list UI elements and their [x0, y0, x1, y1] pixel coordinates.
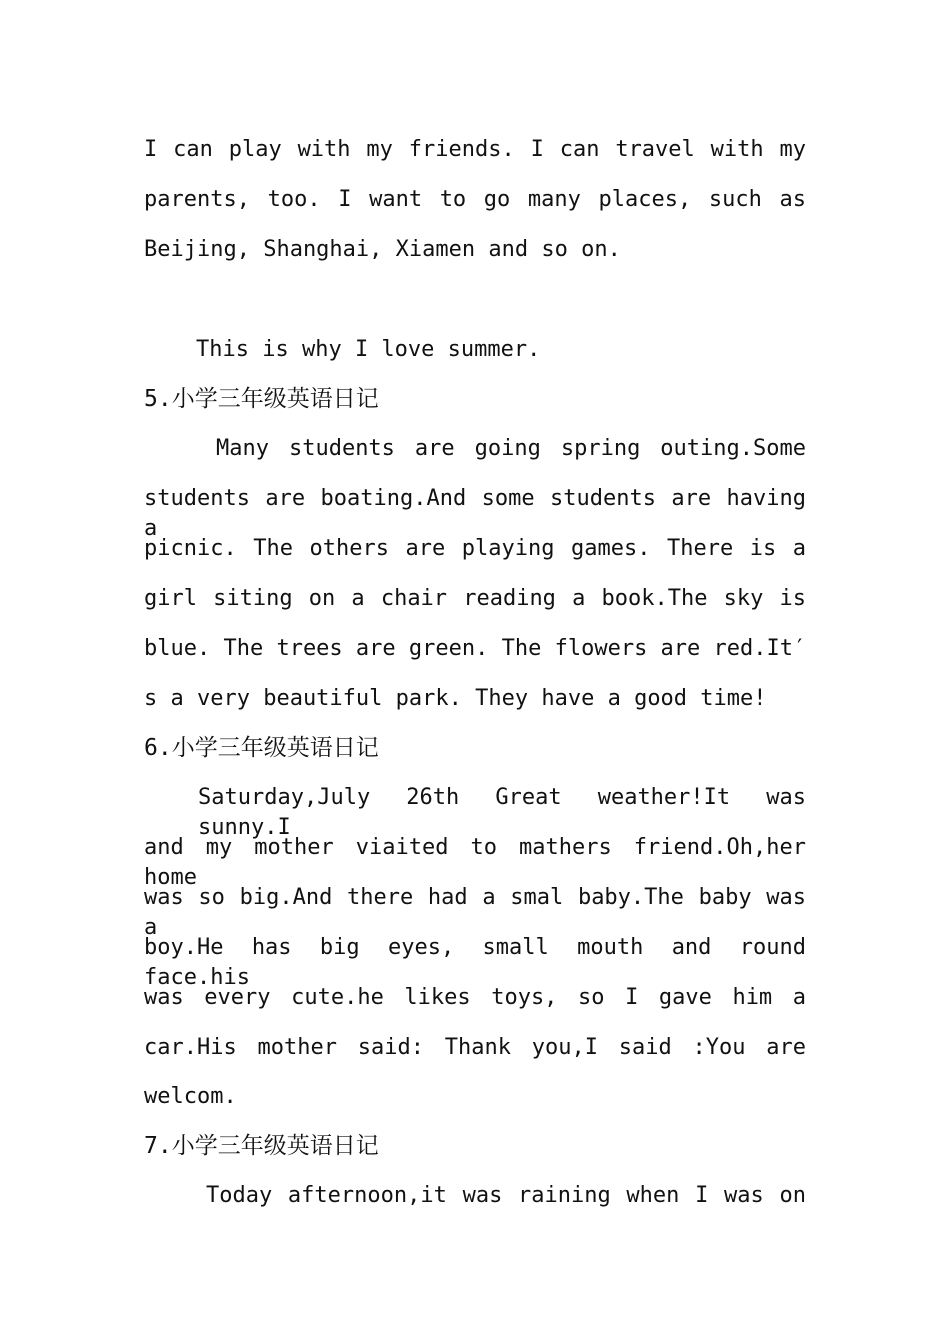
paragraph-line: Beijing, Shanghai, Xiamen and so on. [144, 237, 621, 262]
paragraph-line: welcom. [144, 1084, 237, 1109]
paragraph-line: was so big.And there had a smal baby.The baby was a [144, 885, 806, 940]
paragraph-line: picnic. The others are playing games. There is a [144, 536, 806, 561]
section-heading: 6.小学三年级英语日记 [144, 735, 379, 761]
section-heading: 7.小学三年级英语日记 [144, 1133, 379, 1159]
paragraph-line: Saturday,July 26th Great weather!It was sunny.I [198, 785, 806, 840]
paragraph-line: I can play with my friends. I can travel with my [144, 137, 806, 162]
closing-line: This is why I love summer. [196, 337, 541, 362]
paragraph-line: Many students are going spring outing.Some [216, 436, 806, 461]
section-heading: 5.小学三年级英语日记 [144, 386, 379, 412]
paragraph-line: parents, too. I want to go many places, such as [144, 187, 806, 212]
paragraph-line: boy.He has big eyes, small mouth and round face.his [144, 935, 806, 990]
paragraph-line: blue. The trees are green. The flowers are red.It′ [144, 636, 807, 661]
paragraph-line: Today afternoon,it was raining when I was on [206, 1183, 806, 1208]
paragraph-line: car.His mother said: Thank you,I said :You are [144, 1035, 806, 1060]
paragraph-line: s a very beautiful park. They have a good time! [144, 686, 767, 711]
paragraph-line: was every cute.he likes toys, so I gave him a [144, 985, 806, 1010]
paragraph-line: and my mother viaited to mathers friend.Oh,her home [144, 835, 806, 890]
paragraph-line: students are boating.And some students are having a [144, 486, 806, 541]
paragraph-line: girl siting on a chair reading a book.The sky is [144, 586, 806, 611]
